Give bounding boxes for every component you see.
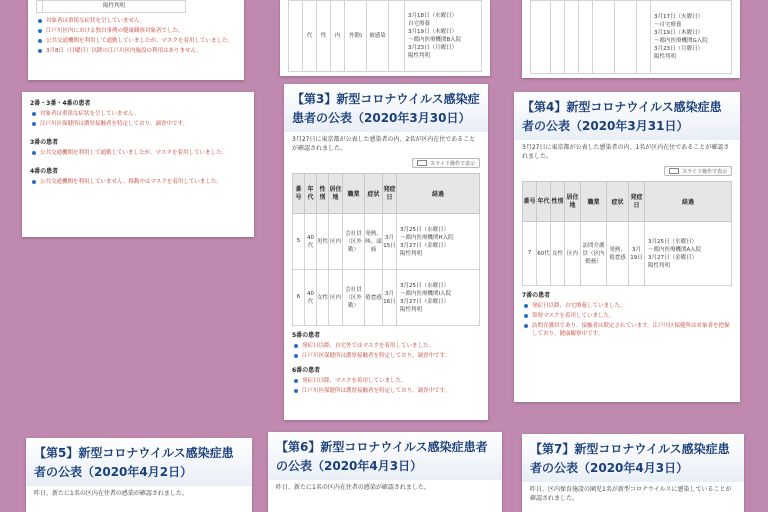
card-patients-2-4 xyxy=(22,92,254,237)
fragment-table xyxy=(36,0,186,13)
section-title: 4番の患者 xyxy=(30,168,59,175)
card-announcement-6 xyxy=(268,432,502,512)
card-announcement-4 xyxy=(514,92,740,402)
bullet-item: 3月8日（日曜日）以降の江戸川区内施設の利用はありません。 xyxy=(28,46,244,56)
keika-cell: 3月25日（水曜日） ～都内医療機関I入院 3月27日（金曜日） 陽性判明 xyxy=(397,270,480,326)
table-cell: 代 xyxy=(303,1,317,72)
table-row: 6 40代 女性 区内 会社員（区外勤） 倦怠感 3月16日 3月25日（水曜日） ～都内医療機関I入院 3月27日（金曜日） 陽性判明 xyxy=(293,270,480,326)
header-cell: 性別 xyxy=(551,182,565,222)
announcement-title: 【第3】新型コロナウイルス感染症患者の公表（2020年3月30日） xyxy=(284,84,488,132)
bullet-dot-icon xyxy=(294,344,298,348)
header-cell: 居住地 xyxy=(565,182,581,222)
card-top-left xyxy=(28,0,244,80)
bullet-dot-icon xyxy=(294,354,298,358)
cases-table xyxy=(288,0,482,72)
header-cell: 年代 xyxy=(305,174,317,214)
announcement-intro: 3月27日に東京都が公表した感染者の内、1名が区内在住であることが確認されました。 xyxy=(522,144,730,160)
bullet-item: 江戸川区保健所は濃厚接触者を特定しており、調査中です。 xyxy=(284,386,488,396)
announcement-title: 【第4】新型コロナウイルス感染症患者の公表（2020年3月31日） xyxy=(514,92,740,140)
table-row: 7 60代 女性 区内 訪問介護員（区内勤務） 発熱、倦怠感 3月19日 3月25日（水曜日） ～都内医療機関A入院 3月27日（金曜日） 陽性判明 xyxy=(523,222,732,286)
bullet-item: 公共交通機関を利用して通勤していましたが、マスクを着用していました。 xyxy=(22,148,254,158)
bullet-dot-icon xyxy=(38,29,42,33)
keika-cell: 3月25日（水曜日） ～都内医療機関A入院 3月27日（金曜日） 陽性判明 xyxy=(645,222,732,286)
header-cell: 居住地 xyxy=(329,174,343,214)
header-cell: 年代 xyxy=(537,182,551,222)
bullet-item: 江戸川区保健所は濃厚接触者を特定しており、調査中です。 xyxy=(284,351,488,361)
header-cell: 番号 xyxy=(523,182,537,222)
bullet-item: 常時マスクを着用していました。 xyxy=(514,311,740,321)
bullet-dot-icon xyxy=(524,324,528,328)
bullet-dot-icon xyxy=(524,314,528,318)
bullet-dot-icon xyxy=(38,39,42,43)
card-announcement-3 xyxy=(284,84,488,420)
keika-cell: 3月25日（水曜日） ～都内医療機関H入院 3月27日（金曜日） 陽性判明 xyxy=(397,214,480,270)
cases-table xyxy=(530,0,732,74)
bullet-item: 江戸川区保健所は濃厚接触者を特定しており、調査中です。 xyxy=(22,119,254,129)
slide-view-button[interactable]: スライド操作で表示 xyxy=(412,158,480,168)
table-cell: 性 xyxy=(317,1,331,72)
announcement-title: 【第6】新型コロナウイルス感染症患者の公表（2020年4月3日） xyxy=(268,432,502,480)
bullet-dot-icon xyxy=(32,112,36,116)
section-title: 2番・3番・4番の患者 xyxy=(30,100,91,107)
section-title: 6番の患者 xyxy=(292,367,321,374)
bullet-item: 発症日以降、自宅外ではマスクを着用していました。 xyxy=(284,341,488,351)
keika-cell: 3月18日（水曜日） 自宅療養 3月19日（木曜日） ～都内医療機関B入院 3月23日（月曜日） 陽性判明 xyxy=(405,1,482,72)
bullet-dot-icon xyxy=(32,151,36,155)
header-cell: 症状 xyxy=(365,174,383,214)
header-cell: 番号 xyxy=(293,174,305,214)
card-announcement-7 xyxy=(522,434,744,512)
slide-icon xyxy=(669,168,679,174)
slide-view-button[interactable]: スライド操作で表示 xyxy=(664,166,732,176)
header-cell: 職業 xyxy=(581,182,607,222)
cases-table xyxy=(292,173,480,326)
header-cell: 経過 xyxy=(397,174,480,214)
announcement-intro: 昨日、新たに1名の区内在住者の感染が確認されました。 xyxy=(34,490,188,497)
header-cell: 症状 xyxy=(607,182,629,222)
announcement-intro: 3月27日に東京都が公表した感染者の内、2名が区内在住であることが確認されました。 xyxy=(292,136,476,152)
bullet-dot-icon xyxy=(524,304,528,308)
bullet-dot-icon xyxy=(294,379,298,383)
announcement-title: 【第7】新型コロナウイルス感染症患者の公表（2020年4月3日） xyxy=(522,434,744,482)
card-top-middle xyxy=(280,0,490,76)
card-announcement-5 xyxy=(26,438,252,512)
header-cell: 経過 xyxy=(645,182,732,222)
table-cell: 陽性判明 xyxy=(43,1,186,13)
bullet-item: 対象者は重篤な症状を呈していません。 xyxy=(22,109,254,119)
keika-cell: 3月17日（火曜日） ～自宅療養 3月19日（木曜日） ～都内医療機関G入院 3月23日（月曜日） 陽性判明 xyxy=(651,1,732,74)
header-cell: 性別 xyxy=(317,174,329,214)
table-cell: 被感染 xyxy=(367,1,389,72)
section-title: 3番の患者 xyxy=(30,139,59,146)
header-cell: 職業 xyxy=(343,174,365,214)
bullet-item: 公共交通機関を利用して通勤していましたが、マスクを着用していました。 xyxy=(28,36,244,46)
table-row: 5 40代 男性 区内 会社員（区外勤） 発熱、咳、頭痛 3月15日 3月25日（水曜日） ～都内医療機関H入院 3月27日（金曜日） 陽性判明 xyxy=(293,214,480,270)
bullet-dot-icon xyxy=(38,19,42,23)
announcement-intro: 昨日、区内保育施設の園児1名が新型コロナウイルスに感染していることが確認されました。 xyxy=(530,486,732,502)
header-cell: 発症日 xyxy=(383,174,397,214)
bullet-dot-icon xyxy=(294,389,298,393)
bullet-item: 江戸川区内における独自事例の健康観察対象者でした。 xyxy=(28,26,244,36)
cases-table xyxy=(522,181,732,286)
table-cell: 内 xyxy=(331,1,345,72)
bullet-dot-icon xyxy=(32,180,36,184)
bullet-item: 訪問介護員であり、接触者は限定されています。江戸川区保健所は対象者を把握しており、健康観察中です。 xyxy=(514,321,740,339)
slide-icon xyxy=(417,160,427,166)
bullet-item: 発症日以降、マスクを着用していました。 xyxy=(284,376,488,386)
bullet-item: 対象者は重篤な症状を呈していません。 xyxy=(28,16,244,26)
section-title: 7番の患者 xyxy=(522,292,551,299)
announcement-intro: 昨日、新たに1名の区内在住者の感染が確認されました。 xyxy=(276,484,430,491)
card-top-right xyxy=(522,0,740,78)
table-cell: 外勤) xyxy=(345,1,367,72)
section-title: 5番の患者 xyxy=(292,332,321,339)
bullet-item: 発症日以降、自宅療養していました。 xyxy=(514,301,740,311)
bullet-dot-icon xyxy=(32,122,36,126)
bullet-item: 公共交通機関を利用していません。移動中はマスクを着用していました。 xyxy=(22,177,254,187)
header-cell: 発症日 xyxy=(629,182,645,222)
announcement-title: 【第5】新型コロナウイルス感染症患者の公表（2020年4月2日） xyxy=(26,438,252,486)
bullet-dot-icon xyxy=(38,49,42,53)
